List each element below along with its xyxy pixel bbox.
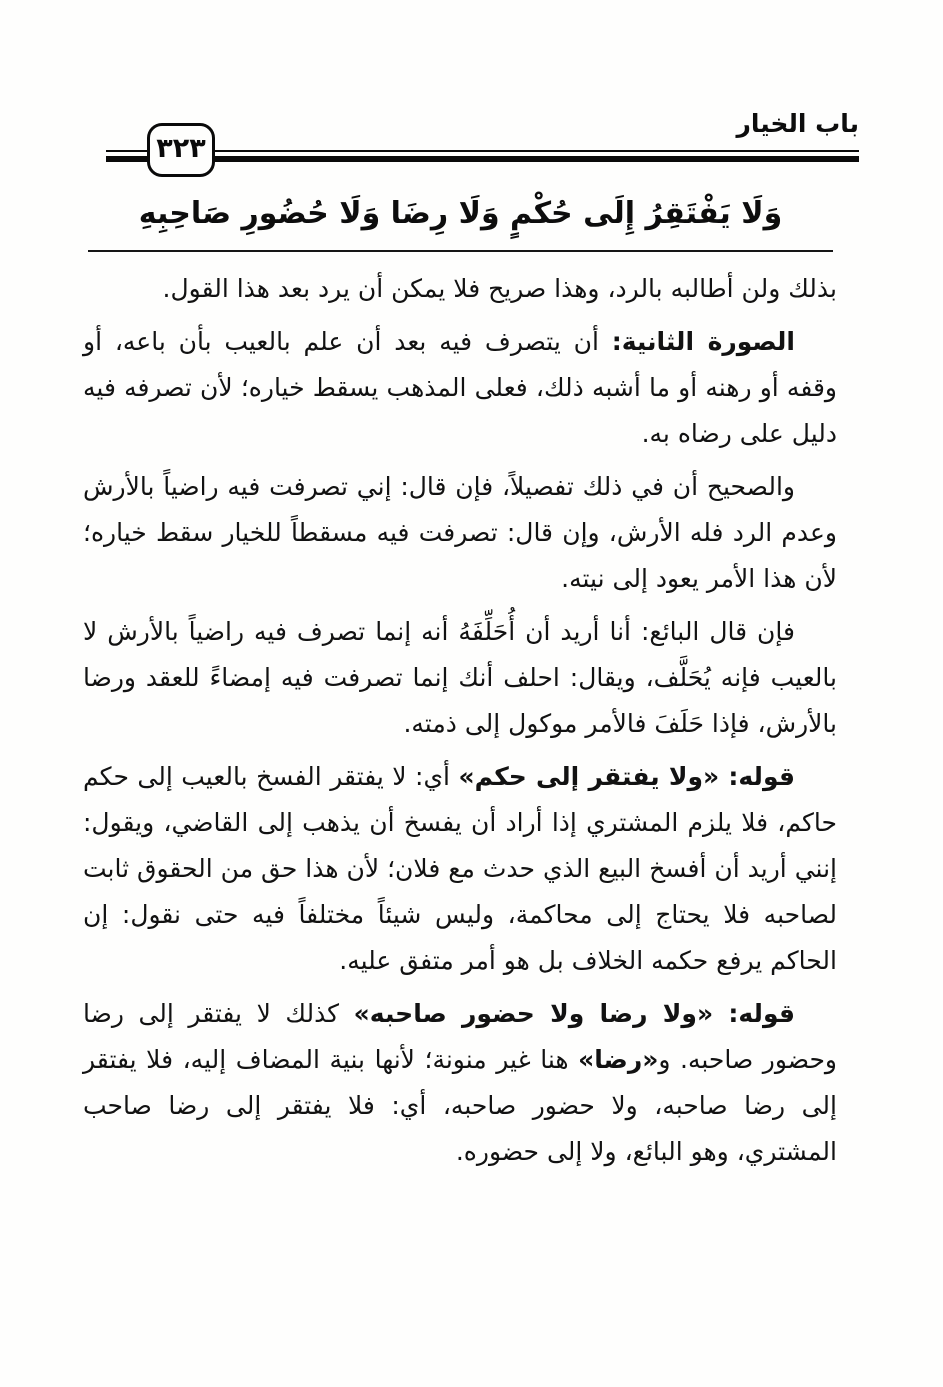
text-run: كذلك لا يفتقر إلى رضا وحضور صاحبه. و [83, 999, 837, 1074]
chapter-title: باب الخيار [736, 109, 859, 138]
page-number-badge [147, 123, 215, 177]
paragraph [83, 754, 837, 984]
matn-separator-line [88, 250, 833, 252]
text-run: والصحيح أن في ذلك تفصيلاً، فإن قال: إني تصرفت فيه راضياً بالأرش وعدم الرد فله الأرش، وإن قال: تصرفت فيه مسقطاً للخيار سقط خياره؛ لأن هذا الأمر يعود إلى نيته. [83, 472, 837, 593]
paragraph [83, 266, 837, 312]
header-rule [106, 150, 859, 163]
text-run: أي: لا يفتقر الفسخ بالعيب إلى حكم حاكم، فلا يلزم المشتري إذا أراد أن يفسخ أن يذهب إلى القاضي، ويقول: إنني أريد أن أفسخ البيع الذي حدث مع فلان؛ لأن هذا حق من الحقوق ثابت لصاحبه فلا يحتاج إلى محاكمة، وليس شيئاً مختلفاً فيه حتى نقول: إن الحاكم يرفع حكمه الخلاف بل هو أمر متفق عليه. [83, 762, 837, 975]
header-rule-thick-line [106, 156, 859, 162]
paragraph [83, 609, 837, 747]
matn-heading: وَلَا يَفْتَقِرُ إِلَى حُكْمٍ وَلَا رِضَا وَلَا حُضُورِ صَاحِبِهِ [138, 196, 783, 231]
bold-lemma-run: «رضا» [578, 1045, 659, 1074]
text-run: بذلك ولن أطالبه بالرد، وهذا صريح فلا يمكن أن يرد بعد هذا القول. [162, 274, 837, 303]
bold-lemma-run: قوله: «ولا يفتقر إلى حكم» [458, 762, 795, 791]
paragraph [83, 319, 837, 457]
paragraph [83, 464, 837, 602]
bold-lemma-run: قوله: «ولا رضا ولا حضور صاحبه» [353, 999, 795, 1028]
paragraph [83, 991, 837, 1175]
page-number: ٣٢٣ [156, 132, 206, 164]
bold-lemma-run: الصورة الثانية: [611, 327, 795, 356]
body-text [83, 266, 837, 1182]
text-run: فإن قال البائع: أنا أريد أن أُحَلِّفَهُ أنه إنما تصرف فيه راضياً بالأرش لا بالعيب فإنه يُحَلَّف، ويقال: احلف أنك إنما تصرفت فيه إمضاءً للعقد ورضا بالأرش، فإذا حَلَفَ فالأمر موكول إلى ذمته. [83, 617, 837, 738]
text-run: هنا غير منونة؛ لأنها بنية المضاف إليه، فلا يفتقر إلى رضا صاحبه، ولا حضور صاحبه، أي: فلا يفتقر إلى رضا صاحب المشتري، وهو البائع، ولا إلى حضوره. [83, 1045, 837, 1166]
text-run: أن يتصرف فيه بعد أن علم بالعيب بأن باعه، أو وقفه أو رهنه أو ما أشبه ذلك، فعلى المذهب يسقط خياره؛ لأن تصرفه فيه دليل على رضاه به. [83, 327, 837, 448]
